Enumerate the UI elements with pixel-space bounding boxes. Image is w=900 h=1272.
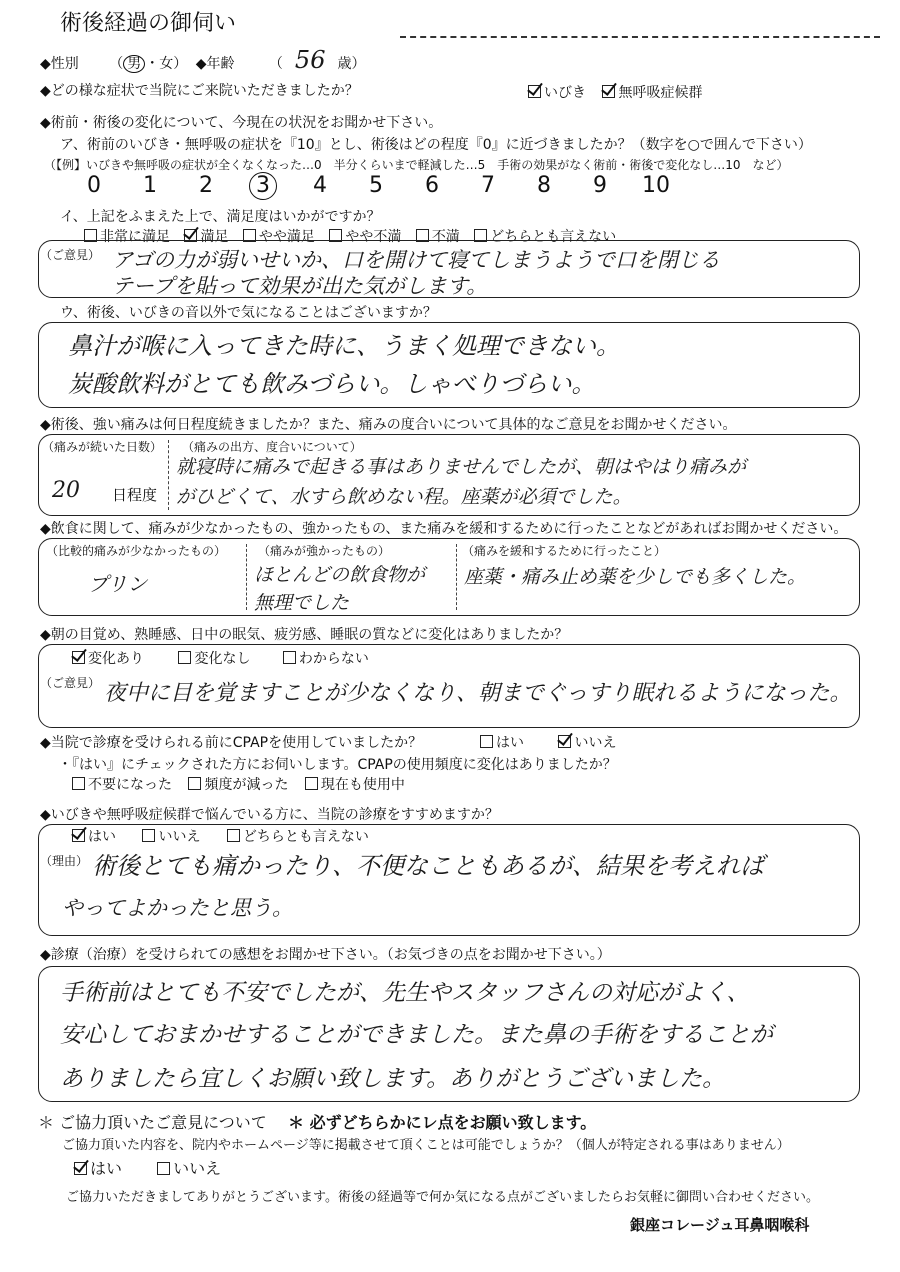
sat-opt-somewhat-satisfied: やや満足 (258, 229, 315, 245)
food-col2-answer-line1: ほとんどの飲食物が (254, 564, 426, 586)
scale-3-selected[interactable]: 3 (249, 172, 277, 200)
q-change-example: （【例】いびきや無呼吸の症状が全くなくなった…0 半分くらいまで軽減した…5 手術の効果がなく術前・術後で変化なし…10 など） (44, 158, 789, 172)
cpap-opt-no: いいえ (574, 735, 617, 751)
age-value[interactable]: 56 (294, 46, 326, 74)
q-change: ◆術前・術後の変化について、今現在の状況をお聞かせ下さい。 (40, 115, 443, 131)
footer-question: ご協力頂いた内容を、院内やホームページ等に掲載させて頂くことは可能でしょうか？（個人が特定される事はありません） (62, 1138, 790, 1153)
scale-10[interactable]: 10 (642, 173, 670, 198)
footer-heading1: ＊ ご協力頂いたご意見について (38, 1113, 267, 1132)
symptom-opt-snoring: いびき (544, 85, 586, 101)
sex-row: ◆性別 （ 男 ・女） ◆年齢 （ 56 歳） (40, 46, 366, 74)
q-recommend-text: いびきや無呼吸症候群で悩んでいる方に、当院の診療をすすめますか？ (50, 807, 499, 823)
sex-female-option[interactable]: 女 (159, 56, 174, 72)
pain-answer-line2: がひどくて、水すら飲めない程。座薬が必須でした。 (176, 486, 632, 508)
checkbox-cpap-still[interactable] (305, 777, 318, 790)
food-col2-answer-line2: 無理でした (254, 592, 350, 614)
q-symptom-text: どの様な症状で当院にご来院いただきましたか？ (50, 83, 359, 99)
scale-2[interactable]: 2 (199, 173, 213, 198)
cpap-sub-opt-less: 頻度が減った (204, 777, 289, 793)
scale-8[interactable]: 8 (537, 173, 551, 198)
q-satisfaction: イ、上記をふまえた上で、満足度はいかがですか？ (60, 209, 381, 225)
other-answer-line2: 炭酸飲料がとても飲みづらい。しゃべりづらい。 (68, 370, 596, 398)
checkbox-publish-yes[interactable] (74, 1162, 87, 1175)
title-divider (400, 36, 880, 38)
scale-4[interactable]: 4 (313, 173, 327, 198)
pain-days-value[interactable]: 20 (52, 478, 80, 503)
clinic-name: 銀座コレージュ耳鼻咽喉科 (630, 1216, 810, 1234)
recommend-reason-label: （理由） (40, 854, 89, 868)
age-label: 年齢 (206, 56, 235, 72)
checkbox-publish-no[interactable] (157, 1162, 170, 1175)
cpap-opt-yes: はい (496, 735, 524, 751)
food-col3-answer: 座薬・痛み止め薬を少しでも多くした。 (464, 566, 807, 588)
sex-separator: ・ (145, 56, 160, 72)
pain-days-unit: 日程度 (112, 486, 158, 504)
satisfaction-answer-line2: テープを貼って効果が出た気がします。 (112, 274, 488, 298)
pain-divider (168, 440, 169, 510)
sleep-answer: 夜中に目を覚ますことが少なくなり、朝までぐっすり眠れるようになった。 (104, 681, 852, 706)
footer-heading2: ＊ 必ずどちらかにレ点をお願い致します。 (288, 1113, 597, 1132)
footer-thanks: ご協力いただきましてありがとうございます。術後の経過等で何か気になる点がございましたらお気軽に御問い合わせください。 (66, 1190, 819, 1205)
recommend-answer-line1: 術後とても痛かったり、不便なこともあるが、結果を考えれば (92, 852, 764, 880)
checkbox-snoring[interactable] (528, 85, 541, 98)
scale-1[interactable]: 1 (143, 173, 157, 198)
pain-degree-label: （痛みの出方、度合いについて） (182, 440, 362, 454)
checkbox-unknown[interactable] (283, 651, 296, 664)
cpap-sub-opt-unneeded: 不要になった (88, 777, 172, 793)
symptom-opt-apnea: 無呼吸症候群 (618, 85, 703, 101)
checkbox-recommend-neutral[interactable] (227, 829, 240, 842)
q-sleep: ◆朝の目覚め、熟睡感、日中の眠気、疲労感、睡眠の質などに変化はありましたか？ (40, 627, 569, 643)
sex-open-paren: （ (109, 56, 124, 72)
checkbox-apnea[interactable] (602, 85, 615, 98)
sleep-opinion-label: （ご意見） (40, 676, 101, 690)
q-impression-text: 診療（治療）を受けられての感想をお聞かせ下さい。（お気づきの点をお聞かせ下さい。） (50, 947, 611, 963)
publish-opt-yes: はい (90, 1159, 123, 1178)
age-unit: 歳） (337, 56, 366, 72)
checkbox-cpap-unneeded[interactable] (72, 777, 85, 790)
scale-6[interactable]: 6 (425, 173, 439, 198)
q-sleep-text: 朝の目覚め、熟睡感、日中の眠気、疲労感、睡眠の質などに変化はありましたか？ (50, 627, 569, 643)
scale-9[interactable]: 9 (593, 173, 607, 198)
q-food-text: 飲食に関して、痛みが少なかったもの、強かったもの、また痛みを緩和するために行ったことなどがあればお聞かせください。 (50, 521, 848, 537)
publish-opt-no: いいえ (173, 1159, 222, 1178)
recommend-options (72, 826, 369, 846)
sex-close-paren: ） (173, 56, 188, 72)
cpap-sub-opt-still: 現在も使用中 (320, 777, 405, 793)
q-change-a: ア、術前のいびき・無呼吸の症状を『10』とし、術後はどの程度『0』に近づきましたか？（数字を○で囲んで下さい） (60, 137, 812, 153)
footer-options (74, 1156, 221, 1179)
sleep-opt-unchanged: 変化なし (194, 651, 251, 667)
scale-7[interactable]: 7 (481, 173, 495, 198)
q-cpap: ◆当院で診療を受けられる前にCPAPを使用していましたか？ (40, 735, 423, 751)
sat-opt-neutral: どちらとも言えない (490, 229, 617, 245)
scale-0[interactable]: 0 (87, 173, 101, 198)
sat-opt-dissatisfied: 不満 (431, 229, 460, 245)
age-open-paren: （ (268, 56, 283, 72)
sat-opt-somewhat-dissatisfied: やや不満 (345, 229, 402, 245)
q-food: ◆飲食に関して、痛みが少なかったもの、強かったもの、また痛みを緩和するために行ったことなどがあればお聞かせください。 (40, 521, 848, 537)
food-col1-answer: プリン (88, 572, 148, 596)
page-title: 術後経過の御伺い (60, 11, 237, 36)
q-impression: ◆診療（治療）を受けられての感想をお聞かせ下さい。（お気づきの点をお聞かせ下さい。） (40, 947, 611, 963)
cpap-sub-options (72, 774, 405, 794)
checkbox-changed[interactable] (72, 651, 85, 664)
food-col2-label: （痛みが強かったもの） (258, 544, 391, 558)
satisfaction-answer-line1: アゴの力が弱いせいか、口を開けて寝てしまうようで口を閉じる (112, 248, 720, 272)
checkbox-recommend-yes[interactable] (72, 829, 85, 842)
sex-label: 性別 (50, 56, 79, 72)
satisfaction-opinion-label: （ご意見） (40, 248, 101, 262)
pain-answer-line1: 就寝時に痛みで起きる事はありませんでしたが、朝はやはり痛みが (176, 456, 747, 478)
other-answer-line1: 鼻汁が喉に入ってきた時に、うまく処理できない。 (68, 332, 620, 360)
food-divider-2 (456, 544, 457, 610)
scale-5[interactable]: 5 (369, 173, 383, 198)
sat-opt-very-satisfied: 非常に満足 (100, 229, 170, 245)
checkbox-cpap-less[interactable] (188, 777, 201, 790)
impression-answer-line2: 安心しておまかせすることができました。また鼻の手術をすることが (60, 1022, 773, 1048)
impression-answer-line1: 手術前はとても不安でしたが、先生やスタッフさんの対応がよく、 (60, 980, 750, 1006)
impression-answer-line3: ありましたら宜しくお願い致します。ありがとうございました。 (60, 1066, 726, 1092)
q-symptom: ◆どの様な症状で当院にご来院いただきましたか？ (40, 83, 359, 99)
recommend-opt-no: いいえ (158, 829, 201, 845)
checkbox-cpap-yes[interactable] (480, 735, 493, 748)
sleep-options (72, 648, 369, 668)
pain-days-label: （痛みが続いた日数） (42, 440, 163, 454)
checkbox-cpap-no[interactable] (558, 735, 571, 748)
q-pain-text: 術後、強い痛みは何日程度続きましたか？また、痛みの度合いについて具体的なご意見をお聞かせください。 (50, 417, 737, 433)
food-col3-label: （痛みを緩和するために行ったこと） (462, 544, 667, 558)
checkbox-recommend-no[interactable] (142, 829, 155, 842)
sat-opt-satisfied: 満足 (200, 229, 229, 245)
sleep-opt-unknown: わからない (298, 651, 369, 667)
sex-male-option[interactable]: 男 (123, 55, 145, 73)
recommend-opt-yes: はい (88, 829, 116, 845)
q-other: ウ、術後、いびきの音以外で気になることはございますか？ (60, 305, 437, 321)
checkbox-unchanged[interactable] (178, 651, 191, 664)
q-cpap-sub: ・『はい』にチェックされた方にお伺いします。CPAPの使用頻度に変化はありましたか？ (58, 757, 617, 773)
severity-scale (66, 172, 684, 200)
q-change-text: 術前・術後の変化について、今現在の状況をお聞かせ下さい。 (50, 115, 443, 131)
symptom-options (528, 82, 702, 102)
q-pain: ◆術後、強い痛みは何日程度続きましたか？また、痛みの度合いについて具体的なご意見をお聞かせください。 (40, 417, 737, 433)
sleep-opt-changed: 変化あり (88, 651, 144, 667)
food-divider-1 (246, 544, 247, 610)
recommend-opt-neutral: どちらとも言えない (242, 829, 369, 845)
food-col1-label: （比較的痛みが少なかったもの） (46, 544, 227, 558)
q-cpap-text: 当院で診療を受けられる前にCPAPを使用していましたか？ (50, 735, 423, 751)
recommend-answer-line2: やってよかったと思う。 (62, 896, 293, 920)
q-recommend: ◆いびきや無呼吸症候群で悩んでいる方に、当院の診療をすすめますか？ (40, 807, 499, 823)
cpap-options (480, 732, 616, 752)
